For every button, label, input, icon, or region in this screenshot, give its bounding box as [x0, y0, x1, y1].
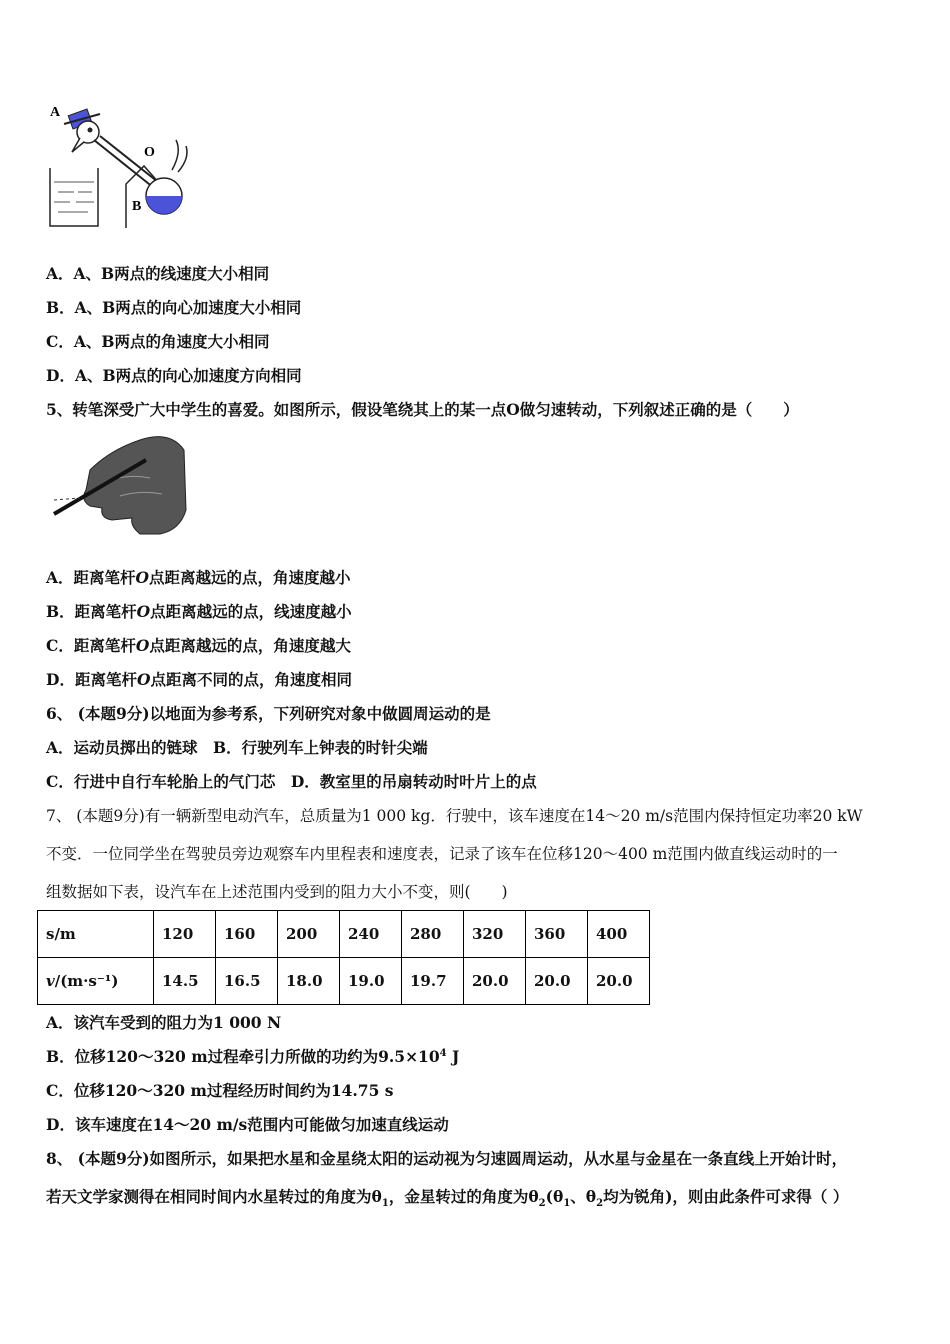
table-cell: 18.0	[278, 958, 340, 1005]
table-cell: 200	[278, 911, 340, 958]
q5-stem: 5、转笔深受广大中学生的喜爱。如图所示，假设笔绕其上的某一点O做匀速转动，下列叙述正确的是（ ）	[46, 400, 799, 419]
q7-stem-line1: 7、 (本题9分)有一辆新型电动汽车，总质量为1 000 kg．行驶中，该车速度在14～20 m/s范围内保持恒定功率20 kW	[46, 807, 863, 825]
table-cell: 19.7	[402, 958, 464, 1005]
table-cell: 120	[154, 911, 216, 958]
table-header-v: v/(m·s⁻¹)	[38, 958, 154, 1005]
q8-stem-line1: 8、 (本题9分)如图所示，如果把水星和金星绕太阳的运动视为匀速圆周运动，从水星与金星在一条直线上开始计时，	[46, 1149, 848, 1168]
q5-option-a: A．距离笔杆O点距离越远的点，角速度越小	[46, 568, 351, 587]
table-cell: 20.0	[588, 958, 650, 1005]
label-a: A	[50, 105, 61, 120]
table-cell: 400	[588, 911, 650, 958]
table-cell: 320	[464, 911, 526, 958]
q4-option-d: D．A、B两点的向心加速度方向相同	[46, 366, 302, 385]
table-cell: 360	[526, 911, 588, 958]
q7-option-d: D．该车速度在14～20 m/s范围内可能做匀加速直线运动	[46, 1115, 449, 1134]
q6-stem: 6、 (本题9分)以地面为参考系，下列研究对象中做圆周运动的是	[46, 704, 491, 723]
table-cell: 16.5	[216, 958, 278, 1005]
q5-option-c: C．距离笔杆O点距离越远的点，角速度越大	[46, 636, 351, 655]
q7-option-b: B．位移120～320 m过程牵引力所做的功约为$9.5\times 10^4$ J	[46, 1047, 460, 1066]
q6-options-row1: A．运动员掷出的链球 B．行驶列车上钟表的时针尖端	[46, 738, 428, 757]
table-row	[38, 911, 650, 958]
q7-stem-line3: 组数据如下表，设汽车在上述范围内受到的阻力大小不变，则( )	[46, 883, 508, 901]
pen-spinning-figure	[50, 430, 190, 540]
table-cell: 14.5	[154, 958, 216, 1005]
q7-option-a: A．该汽车受到的阻力为1 000 N	[46, 1013, 282, 1032]
drinking-bird-figure	[44, 100, 194, 230]
table-cell: 20.0	[464, 958, 526, 1005]
table-header-s: s/m	[38, 911, 154, 958]
table-cell: 19.0	[340, 958, 402, 1005]
table-cell: 240	[340, 911, 402, 958]
table-cell: 280	[402, 911, 464, 958]
label-o: O	[144, 145, 155, 160]
q8-stem-line2: 若天文学家测得在相同时间内水星转过的角度为$\theta_1$，金星转过的角度为$\theta_2(\theta_1$、$\theta_2$均为锐角)，则由此条件可求得（ ）	[46, 1187, 849, 1210]
q7-stem-line2: 不变．一位同学坐在驾驶员旁边观察车内里程表和速度表，记录了该车在位移120～400 m范围内做直线运动时的一	[46, 845, 838, 863]
q5-option-d: D．距离笔杆O点距离不同的点，角速度相同	[46, 670, 352, 689]
q6-options-row2: C．行进中自行车轮胎上的气门芯 D．教室里的吊扇转动时叶片上的点	[46, 772, 537, 791]
table-row	[38, 958, 650, 1005]
q5-option-b: B．距离笔杆O点距离越远的点，线速度越小	[46, 602, 352, 621]
q7-data-table	[37, 910, 650, 1005]
table-cell: 20.0	[526, 958, 588, 1005]
q4-option-a: A．A、B两点的线速度大小相同	[46, 264, 270, 283]
q4-option-c: C．A、B两点的角速度大小相同	[46, 332, 270, 351]
label-b: B	[132, 199, 142, 214]
q7-option-c: C．位移120～320 m过程经历时间约为14.75 s	[46, 1081, 394, 1100]
table-cell: 160	[216, 911, 278, 958]
q4-option-b: B．A、B两点的向心加速度大小相同	[46, 298, 302, 317]
